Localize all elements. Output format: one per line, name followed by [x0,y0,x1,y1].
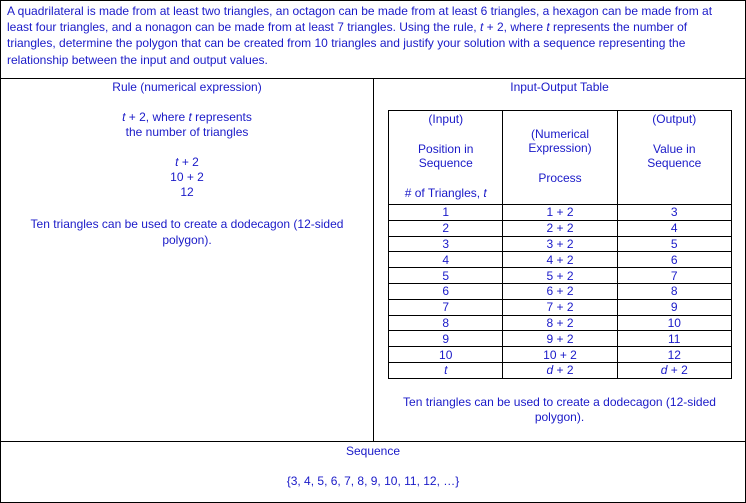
table-row [389,283,732,299]
table-cell-process: 9 + 2 [503,331,617,347]
problem-statement [1,1,745,79]
table-cell-output: 7 [617,268,731,284]
output-header-line-2: Value in [653,142,696,156]
table-cell-output: 12 [617,347,731,363]
table-cell-input: 2 [389,220,503,236]
table-row [389,236,732,252]
table-conclusion-1: Ten triangles can be used to create a dodecagon (12-sided [403,395,716,409]
table-cell-input: 6 [389,283,503,299]
table-cell-process: 10 + 2 [503,347,617,363]
table-row [389,347,732,363]
table-cell-output: 6 [617,252,731,268]
process-header-line-3: Process [538,171,582,185]
rule-expression-3: 12 [180,185,194,199]
io-table [388,110,732,379]
table-cell-input: 9 [389,331,503,347]
table-row [389,268,732,284]
table-cell-input: 8 [389,315,503,331]
table-cell-process: 7 + 2 [503,299,617,315]
io-table-title: Input-Output Table [510,80,609,94]
table-cell-input: 5 [389,268,503,284]
rule-line-1: t + 2, where t represents [122,110,252,124]
rule-line-2: the number of triangles [125,125,249,139]
input-header-line-2: Position in [418,142,474,156]
problem-text: A quadrilateral is made from at least two triangles, an octagon can be made from at least 6 triangles, a hexagon can be made from at least four triangles, and a nonagon can be made from at least 7 triangles. Using the rule, t + 2, where t represents the number of triangles, determine the polygon that can be created from 10 triangles and justify your solution with a sequence representing the relationship between the input and output values. [7,4,713,67]
table-cell-input: 4 [389,252,503,268]
sequence-title: Sequence [345,444,401,458]
rule-title: Rule (numerical expression) [112,80,262,94]
output-header-line-1: (Output) [652,112,697,126]
table-cell-process: 4 + 2 [503,252,617,268]
table-cell-output: d + 2 [617,362,731,378]
input-header [389,111,503,205]
input-header-line-1: (Input) [428,112,464,126]
sequence-section [1,442,745,502]
table-conclusion-2: polygon). [534,410,585,424]
rule-expression-2: 10 + 2 [170,170,204,184]
table-cell-input: 3 [389,236,503,252]
table-row [389,220,732,236]
table-row [389,315,732,331]
process-header-line-2: Expression) [528,141,592,155]
table-cell-input: 7 [389,299,503,315]
rule-expression-1: t + 2 [175,155,199,169]
table-cell-output: 11 [617,331,731,347]
table-row [389,252,732,268]
table-cell-input: 10 [389,347,503,363]
table-cell-process: 8 + 2 [503,315,617,331]
table-cell-process: 5 + 2 [503,268,617,284]
table-cell-process: 6 + 2 [503,283,617,299]
table-cell-input: t [389,362,503,378]
table-cell-output: 10 [617,315,731,331]
table-row [389,362,732,378]
rule-section [1,79,373,441]
sequence-value: {3, 4, 5, 6, 7, 8, 9, 10, 11, 12, …} [286,474,460,488]
table-row [389,331,732,347]
table-row [389,205,732,221]
table-cell-input: 1 [389,205,503,221]
io-table-body [389,205,732,379]
input-header-line-3: Sequence [418,156,473,170]
table-cell-output: 8 [617,283,731,299]
table-cell-process: 3 + 2 [503,236,617,252]
io-table-header-row [389,111,732,205]
table-cell-process: 1 + 2 [503,205,617,221]
table-cell-output: 5 [617,236,731,252]
io-table-section [374,79,745,441]
table-cell-process: d + 2 [503,362,617,378]
table-cell-output: 4 [617,220,731,236]
input-header-line-4: # of Triangles, t [404,186,487,200]
table-row [389,299,732,315]
output-header [617,111,731,205]
process-header-line-1: (Numerical [530,127,589,141]
rule-conclusion-1: Ten triangles can be used to create a dodecagon (12-sided [30,217,344,231]
table-cell-process: 2 + 2 [503,220,617,236]
output-header-line-3: Sequence [647,156,702,170]
table-cell-output: 9 [617,299,731,315]
process-header [503,111,617,205]
rule-conclusion-2: polygon). [162,233,212,247]
table-cell-output: 3 [617,205,731,221]
